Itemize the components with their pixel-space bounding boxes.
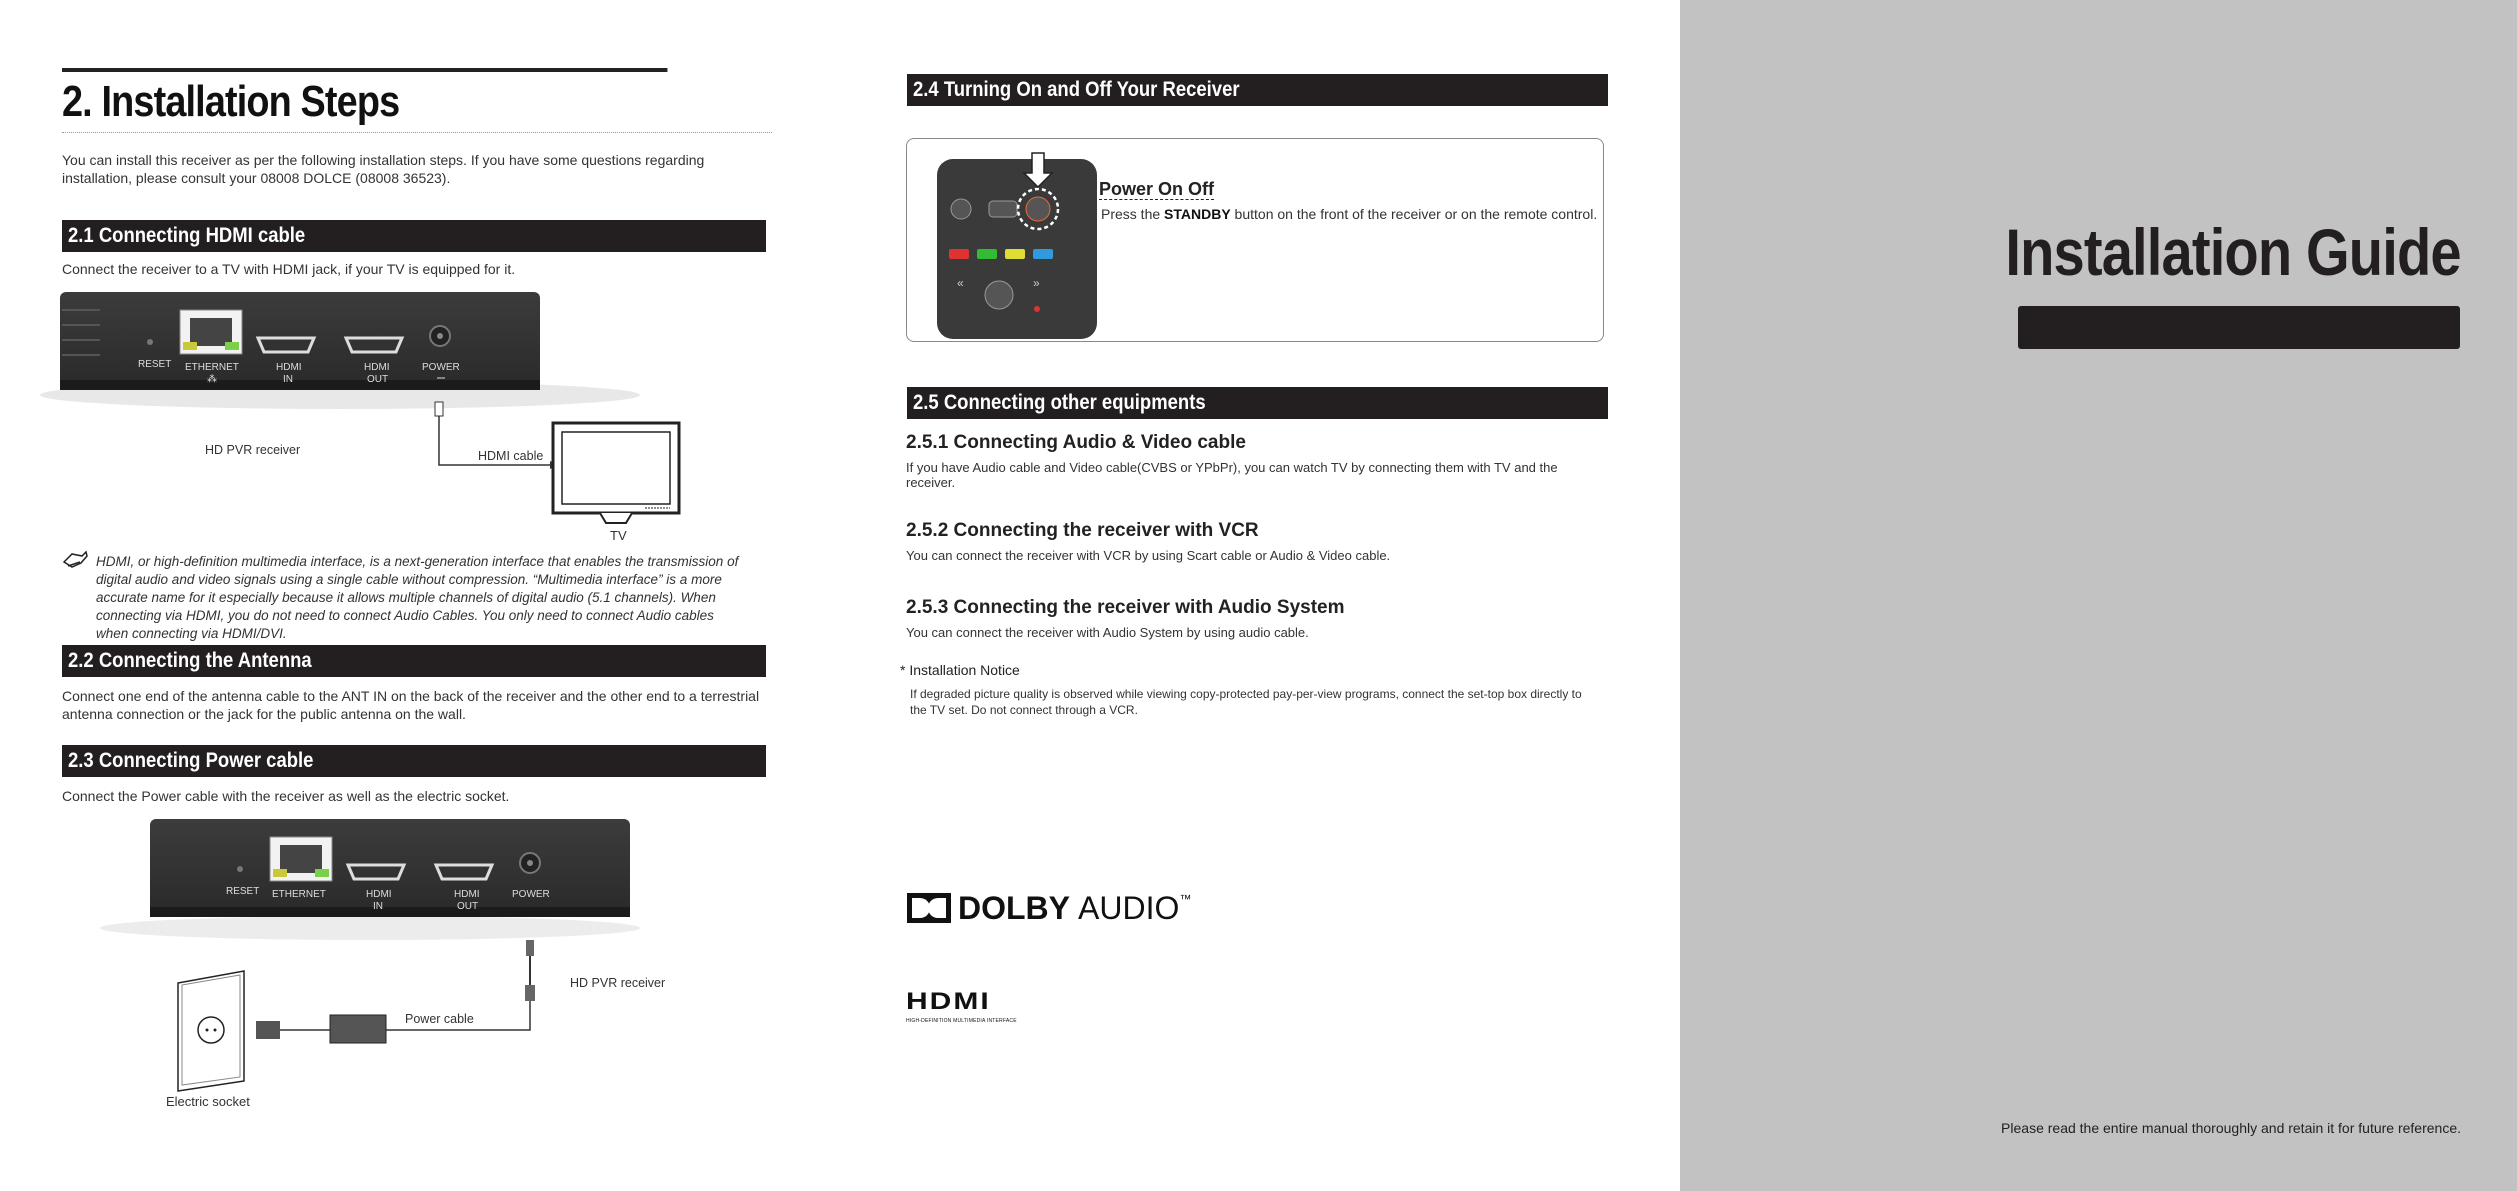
- svg-text:»: »: [1033, 276, 1040, 290]
- subsection-title: 2.5.3 Connecting the receiver with Audio System: [906, 597, 1345, 618]
- hdmi-logo: HDMI HIGH-DEFINITION MULTIMEDIA INTERFACE: [906, 988, 1017, 1024]
- svg-text:POWER: POWER: [422, 362, 460, 373]
- svg-text:POWER: POWER: [512, 889, 550, 900]
- note-hand-icon: [62, 548, 88, 570]
- section-2-1-text: Connect the receiver to a TV with HDMI jack, if your TV is equipped for it.: [62, 261, 516, 277]
- svg-text:Electric socket: Electric socket: [166, 1094, 250, 1109]
- svg-text:RESET: RESET: [226, 886, 260, 897]
- section-2-2-heading: 2.2 Connecting the Antenna: [62, 645, 766, 677]
- cover-title-bar: [2018, 306, 2460, 349]
- cover-footer: Please read the entire manual thoroughly and retain it for future reference.: [2001, 1120, 2461, 1136]
- page-title: 2. Installation Steps: [62, 68, 667, 128]
- section-2-2-text: Connect one end of the antenna cable to the ANT IN on the back of the receiver and the other end to a terrestrial antenna connection or the jack for the public antenna on the wall.: [62, 688, 760, 722]
- hdmi-note: HDMI, or high-definition multimedia interface, is a next-generation interface that enables the transmission of digital audio and video signals using a single cable without compression. “Multimedia interface” is a more accurate name for it especially because it allows multiple channels of digital audio (5.1 channels). When connecting via HDMI, you do not need to connect Audio Cables. You only need to connect Audio cables when connecting via HDMI/DVI.: [96, 554, 739, 641]
- tv-icon: [553, 423, 679, 540]
- power-box: [906, 138, 1604, 342]
- hdmi-connection-diagram: [40, 290, 760, 540]
- power-on-off-title: Power On Off: [1099, 179, 1215, 199]
- power-instruction: Press the STANDBY button on the front of the receiver or on the remote control.: [1101, 206, 1598, 222]
- subsection-2-5-2: [906, 520, 1606, 563]
- svg-text:HDMI: HDMI: [454, 889, 480, 900]
- svg-text:HDMI cable: HDMI cable: [478, 449, 544, 463]
- subsection-text: If you have Audio cable and Video cable(CVBS or YPbPr), you can watch TV by connecting them with TV and the receiver.: [906, 460, 1558, 490]
- svg-text:OUT: OUT: [457, 901, 479, 912]
- remote-control-icon: [933, 139, 1103, 339]
- svg-text:IN: IN: [283, 374, 293, 385]
- subsection-2-5-3: [906, 597, 1606, 640]
- subsection-text: You can connect the receiver with VCR by using Scart cable or Audio & Video cable.: [906, 548, 1391, 563]
- svg-text:IN: IN: [373, 901, 383, 912]
- section-2-4-heading: 2.4 Turning On and Off Your Receiver: [907, 74, 1608, 106]
- svg-text:HD PVR receiver: HD PVR receiver: [205, 443, 301, 457]
- left-page: [62, 68, 766, 187]
- dolby-audio-logo: DOLBY AUDIO ™: [906, 890, 1191, 926]
- svg-text:ETHERNET: ETHERNET: [272, 889, 326, 900]
- svg-text:RESET: RESET: [138, 359, 172, 370]
- svg-text:HD PVR receiver: HD PVR receiver: [570, 976, 666, 990]
- svg-text:«: «: [957, 276, 964, 290]
- section-2-5-items: [900, 432, 1606, 718]
- svg-text:HDMI: HDMI: [276, 362, 302, 373]
- electric-socket-icon: [178, 971, 244, 1091]
- title-divider: [62, 132, 772, 133]
- svg-text:TV: TV: [610, 528, 627, 540]
- section-2-1-heading: 2.1 Connecting HDMI cable: [62, 220, 766, 252]
- svg-text:HDMI: HDMI: [364, 362, 390, 373]
- dolby-double-d-icon: [906, 892, 952, 924]
- section-2-5-heading: 2.5 Connecting other equipments: [907, 387, 1608, 419]
- subsection-title: 2.5.2 Connecting the receiver with VCR: [906, 520, 1259, 541]
- svg-text:HDMI: HDMI: [366, 889, 392, 900]
- svg-text:ETHERNET: ETHERNET: [185, 362, 239, 373]
- installation-notice-text: If degraded picture quality is observed while viewing copy-protected pay-per-view programs, connect the set-top box directly to the TV set. Do not connect through a VCR.: [910, 687, 1582, 717]
- svg-text:Power cable: Power cable: [405, 1012, 474, 1026]
- subsection-text: You can connect the receiver with Audio System by using audio cable.: [906, 625, 1309, 640]
- power-connection-diagram: [100, 815, 700, 1115]
- section-2-3-heading: 2.3 Connecting Power cable: [62, 745, 766, 777]
- section-2-3-text: Connect the Power cable with the receiver as well as the electric socket.: [62, 788, 510, 804]
- intro-text: You can install this receiver as per the following installation steps. If you have some questions regarding installation, please consult your 08008 DOLCE (08008 36523).: [62, 152, 705, 186]
- cover-page: [1680, 0, 2517, 1191]
- subsection-title: 2.5.1 Connecting Audio & Video cable: [906, 432, 1246, 453]
- svg-text:⁂: ⁂: [207, 374, 217, 385]
- installation-notice-title: * Installation Notice: [900, 662, 1020, 678]
- subsection-2-5-1: [906, 432, 1606, 490]
- svg-text:OUT: OUT: [367, 374, 389, 385]
- cover-title: Installation Guide: [2005, 215, 2461, 289]
